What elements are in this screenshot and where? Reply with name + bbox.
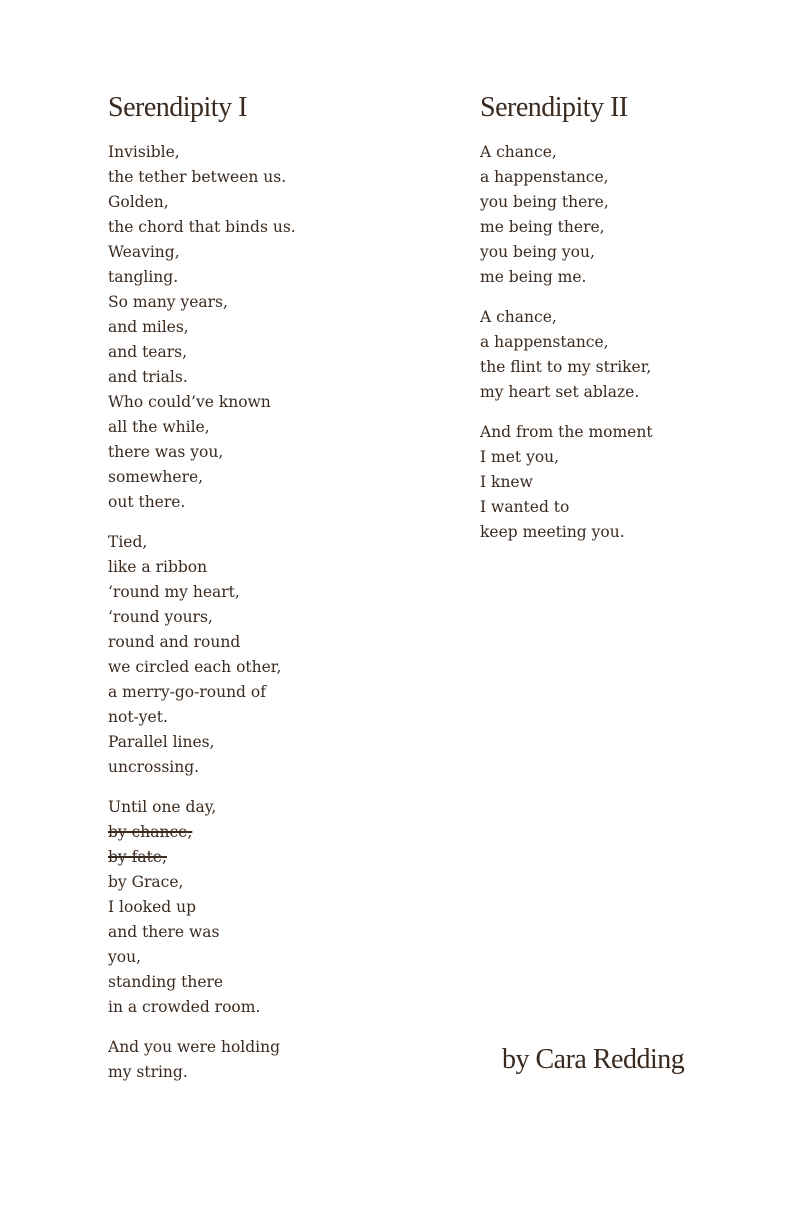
poem-line: a happenstance, — [480, 168, 609, 186]
struck-poem-line: by fate, — [108, 848, 167, 866]
poem-line: the chord that binds us. — [108, 218, 296, 236]
poem-line: a merry-go-round of — [108, 683, 266, 701]
poem-line: and trials. — [108, 368, 188, 386]
poem-line: And you were holding — [108, 1038, 281, 1056]
poem-line: standing there — [108, 973, 224, 991]
poem-2-body — [480, 140, 780, 545]
poem-line: Golden, — [108, 193, 169, 211]
poem-serendipity-2 — [480, 92, 780, 560]
poem-line: Parallel lines, — [108, 733, 215, 751]
poem-line: somewhere, — [108, 468, 204, 486]
poem-line: Invisible, — [108, 143, 180, 161]
struck-poem-line: by chance, — [108, 823, 193, 841]
poem-line: And from the moment — [480, 423, 653, 441]
poem-line: Tied, — [108, 533, 148, 551]
poem-line: like a ribbon — [108, 558, 208, 576]
poem-line: I wanted to — [480, 498, 570, 516]
poem-line: ‘round my heart, — [108, 583, 240, 601]
poem-line: round and round — [108, 633, 241, 651]
poem-line: we circled each other, — [108, 658, 282, 676]
poem-1-stanza-3 — [108, 795, 428, 1020]
poem-line: there was you, — [108, 443, 224, 461]
poem-2-stanza-2 — [480, 305, 780, 405]
poem-line: my string. — [108, 1063, 188, 1081]
poem-line: the tether between us. — [108, 168, 287, 186]
poem-line: you being there, — [480, 193, 609, 211]
poem-2-stanza-1 — [480, 140, 780, 290]
poem-1-title: Serendipity I — [108, 92, 247, 123]
poem-line: I met you, — [480, 448, 560, 466]
author-byline: by Cara Redding — [502, 1044, 685, 1075]
poem-2-title: Serendipity II — [480, 92, 628, 123]
poem-line: Who could’ve known — [108, 393, 271, 411]
poem-1-stanza-4 — [108, 1035, 428, 1085]
poem-line: you being you, — [480, 243, 595, 261]
poem-line: keep meeting you. — [480, 523, 625, 541]
poem-line: and miles, — [108, 318, 189, 336]
poem-line: not-yet. — [108, 708, 168, 726]
poem-2-stanza-3 — [480, 420, 780, 545]
poem-line: my heart set ablaze. — [480, 383, 640, 401]
poem-line: ‘round yours, — [108, 608, 213, 626]
poem-line: a happenstance, — [480, 333, 609, 351]
poem-line: you, — [108, 948, 141, 966]
poem-line: So many years, — [108, 293, 228, 311]
poem-line: I looked up — [108, 898, 196, 916]
poem-1-body — [108, 140, 428, 1085]
poem-1-stanza-2 — [108, 530, 428, 780]
poem-line: A chance, — [480, 308, 557, 326]
poem-1-stanza-1 — [108, 140, 428, 515]
poem-line: and there was — [108, 923, 220, 941]
poem-line: by Grace, — [108, 873, 184, 891]
poem-line: A chance, — [480, 143, 557, 161]
poem-line: uncrossing. — [108, 758, 200, 776]
poem-line: I knew — [480, 473, 533, 491]
poem-serendipity-1 — [108, 92, 428, 1100]
poem-line: Weaving, — [108, 243, 180, 261]
poem-line: and tears, — [108, 343, 188, 361]
poem-line: me being there, — [480, 218, 605, 236]
poem-line: in a crowded room. — [108, 998, 261, 1016]
poem-line: tangling. — [108, 268, 179, 286]
poem-line: the flint to my striker, — [480, 358, 652, 376]
poem-line: all the while, — [108, 418, 210, 436]
poem-line: out there. — [108, 493, 186, 511]
poem-line: me being me. — [480, 268, 587, 286]
poem-line: Until one day, — [108, 798, 217, 816]
